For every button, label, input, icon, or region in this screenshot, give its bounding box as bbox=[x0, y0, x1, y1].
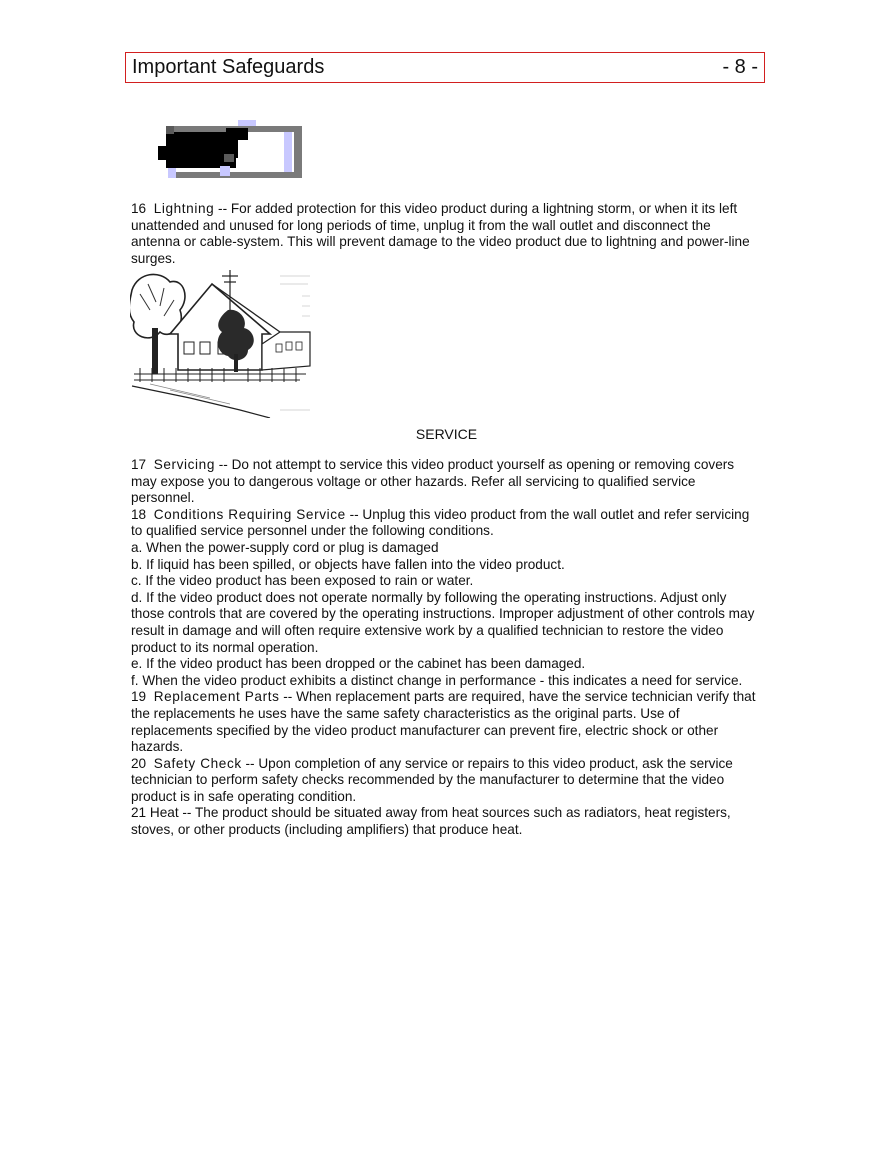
page-number: - 8 - bbox=[722, 56, 758, 78]
item-term: Servicing bbox=[153, 457, 215, 472]
item-18-conditions bbox=[131, 507, 761, 540]
item-text: -- Do not attempt to service this video product yourself as opening or removing covers may expose you to dangerous voltage or other hazards. Refer all servicing to qualified service personnel. bbox=[131, 457, 735, 506]
item-16-lightning bbox=[131, 201, 761, 267]
item-number: 19 bbox=[131, 689, 147, 705]
page-title: Important Safeguards bbox=[132, 56, 325, 78]
condition-f: f. When the video product exhibits a distinct change in performance - this indicates a need for service. bbox=[131, 672, 743, 688]
item-term: Conditions Requiring Service bbox=[153, 506, 346, 522]
item-term: Safety Check bbox=[153, 755, 242, 771]
item-number: 17 bbox=[131, 457, 147, 472]
service-section bbox=[131, 457, 761, 839]
page-header bbox=[125, 52, 765, 83]
item-number: 16 bbox=[131, 201, 147, 216]
item-text: -- For added protection for this video product during a lightning storm, or when it its left unattended and unused for long periods of time, unplug it from the wall outlet and disconnect the antenna or cable-system. This will prevent damage to the video product due to lightning and power-line surges. bbox=[131, 201, 750, 266]
item-19-replacement-parts bbox=[131, 689, 761, 755]
item-number: 20 bbox=[131, 755, 147, 771]
item-text: -- Unplug this video product from the wall outlet and refer servicing to qualified service personnel under the following conditions. bbox=[131, 506, 750, 539]
item-21-heat: 21 Heat -- The product should be situated away from heat sources such as radiators, heat registers, stoves, or other products (including amplifiers) that produce heat. bbox=[131, 805, 731, 838]
item-20-safety-check bbox=[131, 756, 761, 806]
service-heading: SERVICE bbox=[415, 426, 478, 442]
condition-d: d. If the video product does not operate normally by following the operating instructions. Adjust only those controls that are covered by the operating instructions. Improper adjustment of other controls may result in damage and will often require extensive work by a qualified technician to restore the video product to its normal operation. bbox=[131, 589, 755, 655]
condition-c: c. If the video product has been exposed to rain or water. bbox=[131, 573, 474, 589]
item-17-servicing bbox=[131, 457, 761, 507]
house-antenna-illustration bbox=[130, 270, 312, 418]
item-term: Replacement Parts bbox=[153, 689, 280, 705]
item-text: -- Upon completion of any service or repairs to this video product, ask the service technician to perform safety checks recommended by the manufacturer to determine that the video product is in safe operating condition. bbox=[131, 755, 733, 804]
item-text: -- When replacement parts are required, have the service technician verify that the replacements he uses have the same safety characteristics as the original parts. Use of replacements specified by the video product manufacturer can prevent fire, electric shock or other hazards. bbox=[131, 689, 756, 755]
item-term: Lightning bbox=[153, 201, 215, 216]
condition-e: e. If the video product has been dropped or the cabinet has been damaged. bbox=[131, 656, 586, 672]
condition-b: b. If liquid has been spilled, or objects have fallen into the video product. bbox=[131, 556, 565, 572]
condition-a: a. When the power-supply cord or plug is damaged bbox=[131, 539, 439, 555]
item-number: 18 bbox=[131, 506, 147, 522]
pixelated-figure bbox=[156, 118, 304, 180]
